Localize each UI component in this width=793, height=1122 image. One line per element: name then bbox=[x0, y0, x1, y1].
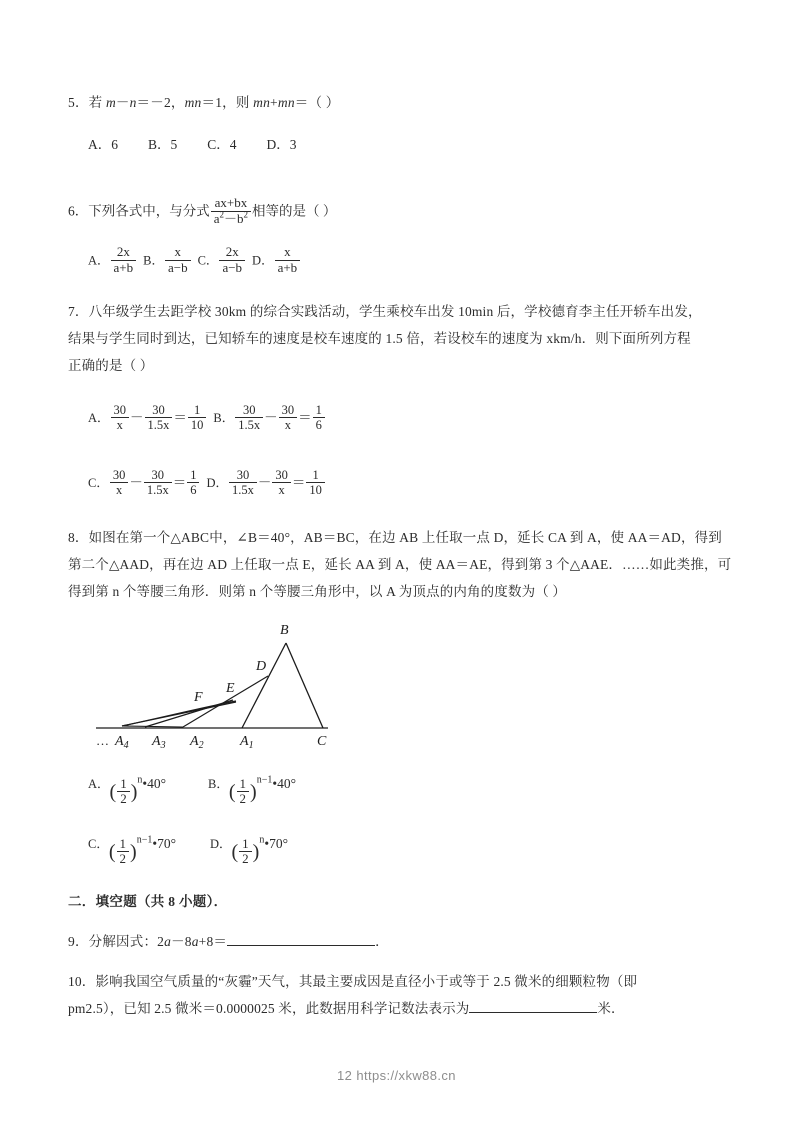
question-7-options-row-1 bbox=[88, 403, 332, 432]
q6-option-c-den: a−b bbox=[222, 259, 243, 275]
q8a-angle: 40° bbox=[147, 776, 167, 791]
q8b-angle: 40° bbox=[277, 776, 296, 791]
question-10-number: 10． bbox=[68, 974, 96, 989]
q6-option-d-den: a+b bbox=[277, 259, 298, 275]
label-f: F bbox=[194, 690, 203, 705]
label-d: D bbox=[256, 659, 267, 674]
label-a4: $A_4$ bbox=[115, 734, 129, 751]
q5-var-mn-1: mn bbox=[184, 95, 202, 110]
q8-option-b-base bbox=[229, 777, 257, 807]
q6-option-c[interactable] bbox=[198, 245, 246, 275]
question-8-figure bbox=[90, 612, 350, 760]
q7-option-b-label: B． bbox=[213, 410, 235, 425]
q5-var-m: m bbox=[105, 95, 116, 110]
segment-a4-a2 bbox=[122, 726, 183, 727]
q7b-op: － bbox=[264, 409, 278, 425]
q7b-t2-num: 30 bbox=[279, 403, 298, 418]
q7c-t1-den: x bbox=[115, 483, 123, 497]
q10-line2-part1: pm2.5），已知 2.5 微米＝0.0000025 米，此数据用科学记数法表示为 bbox=[68, 1001, 470, 1016]
q7c-t2-num: 30 bbox=[144, 468, 172, 483]
isosceles-triangle-sequence-diagram bbox=[90, 612, 350, 760]
label-a3: $A_3$ bbox=[152, 734, 166, 751]
q6-stem-numerator: ax+bx bbox=[211, 196, 251, 212]
q7d-t2-den: x bbox=[278, 483, 285, 497]
q8c-dot: • bbox=[152, 836, 158, 851]
q10-line2-part2: 米． bbox=[597, 1001, 625, 1016]
q7-option-d-term2 bbox=[272, 468, 291, 497]
q5-option-c-value: 4 bbox=[229, 137, 237, 152]
q7-option-d-term1 bbox=[229, 468, 257, 497]
q5-eq2: ＝1，则 bbox=[201, 95, 254, 110]
q7d-t1-num: 30 bbox=[229, 468, 257, 483]
q5-option-a[interactable] bbox=[88, 133, 118, 157]
q7d-t3-den: 10 bbox=[309, 483, 322, 497]
q9-var-a1: a bbox=[164, 934, 172, 949]
question-7-line-3: 正确的是（ ） bbox=[68, 358, 154, 373]
q5-option-a-value: 6 bbox=[111, 137, 118, 152]
q6-den-minus: － bbox=[224, 210, 238, 226]
question-7-number: 7． bbox=[68, 304, 89, 319]
label-a2: $A_2$ bbox=[190, 734, 204, 751]
q7b-t3-num: 1 bbox=[313, 403, 325, 418]
q9-tail: +8＝ bbox=[198, 934, 228, 949]
q8-option-d-label: D． bbox=[209, 837, 232, 851]
q7-option-d-term3 bbox=[306, 468, 325, 497]
q6-stem-before: 下列各式中，与分式 bbox=[88, 203, 210, 219]
q7c-t3-den: 6 bbox=[190, 483, 197, 497]
q8d-paren-left: ( bbox=[231, 840, 239, 863]
q5-option-b[interactable] bbox=[148, 133, 177, 157]
q5-option-c[interactable] bbox=[207, 133, 236, 157]
q7c-op: － bbox=[129, 474, 143, 490]
q8c-paren-right: ) bbox=[130, 840, 137, 863]
q6-option-a-num: 2x bbox=[111, 245, 137, 261]
q7-line1-text: 八年级学生去距学校 30km 的综合实践活动，学生乘校车出发 10min 后，学校德育李主任开轿车出发， bbox=[88, 304, 702, 319]
q7-option-d[interactable] bbox=[206, 468, 325, 497]
q7-option-a-term1 bbox=[111, 403, 130, 432]
q7d-t2-num: 30 bbox=[272, 468, 291, 483]
q8b-exponent: n−1 bbox=[256, 774, 273, 786]
q7-option-a-term2 bbox=[145, 403, 173, 432]
question-9-number: 9． bbox=[68, 934, 89, 949]
q6-option-c-label: C． bbox=[197, 253, 219, 268]
question-7-options-row-2 bbox=[88, 468, 332, 497]
q6-option-a[interactable] bbox=[88, 245, 137, 275]
q5-option-d-label: D． bbox=[266, 137, 290, 152]
q8d-paren-right: ) bbox=[252, 840, 260, 863]
q7-option-b[interactable] bbox=[213, 403, 325, 432]
q7a-t2-den: 1.5x bbox=[147, 418, 170, 432]
q8c-num: 1 bbox=[117, 837, 130, 853]
q5-option-d-value: 3 bbox=[289, 137, 297, 152]
q7b-t3-den: 6 bbox=[315, 418, 322, 432]
q6-den-a: a bbox=[213, 210, 220, 226]
question-8-line-2: 第二个△AAD，再在边 AD 上任取一点 E，延长 AA 到 A，使 AA＝AE，得到第 3 个△AAE．……如此类推，可 bbox=[68, 557, 732, 572]
q5-eq1: ＝－2， bbox=[136, 95, 185, 110]
q8d-exponent: n bbox=[259, 834, 265, 846]
q8a-dot: • bbox=[142, 776, 148, 791]
q6-option-b[interactable] bbox=[143, 245, 191, 275]
q7-option-b-term3 bbox=[313, 403, 325, 432]
q8c-den: 2 bbox=[119, 851, 127, 867]
q8c-fraction bbox=[117, 837, 130, 867]
q6-den-b-exp: 2 bbox=[243, 209, 249, 220]
q5-option-d[interactable] bbox=[267, 133, 297, 157]
q6-option-d-label: D． bbox=[252, 253, 274, 268]
q7d-t1-den: 1.5x bbox=[232, 483, 254, 497]
q8-option-a-base bbox=[110, 777, 138, 807]
question-5-options bbox=[88, 133, 327, 157]
q6-option-b-label: B． bbox=[143, 253, 164, 268]
q7-option-b-term2 bbox=[279, 403, 298, 432]
question-8-number: 8． bbox=[68, 530, 89, 545]
section-two-heading: 二．填空题（共 8 小题）． bbox=[68, 894, 228, 909]
q8-option-b-label: B． bbox=[208, 777, 229, 791]
q5-minus: － bbox=[115, 95, 130, 110]
q7-option-c-term1 bbox=[110, 468, 129, 497]
q8a-den: 2 bbox=[120, 791, 127, 807]
q7-option-c[interactable] bbox=[88, 468, 200, 497]
question-6-number: 6． bbox=[68, 203, 89, 219]
question-7-line-2: 结果与学生同时到达，已知轿车的速度是校车速度的 1.5 倍，若设校车的速度为 xkm/h．则下面所列方程 bbox=[68, 331, 691, 346]
q6-stem-fraction bbox=[211, 196, 251, 226]
q7-option-c-term3 bbox=[187, 468, 199, 497]
question-8-line-3: 得到第 n 个等腰三角形．则第 n 个等腰三角形中，以 A 为顶点的内角的度数为（ ） bbox=[68, 584, 567, 599]
segment-chain-curve bbox=[122, 701, 236, 726]
q6-option-d[interactable] bbox=[252, 245, 301, 275]
q8-option-d[interactable] bbox=[210, 834, 288, 867]
segment-a1-b bbox=[242, 643, 286, 728]
q6-option-d-fraction bbox=[275, 245, 301, 275]
q8d-num: 1 bbox=[239, 837, 252, 853]
q8b-den: 2 bbox=[239, 791, 247, 807]
q8a-paren-left: ( bbox=[109, 780, 117, 803]
q8a-exponent: n bbox=[137, 774, 143, 786]
q10-line1-text: 影响我国空气质量的“灰霾”天气，其最主要成因是直径小于或等于 2.5 微米的细颗粒物（即 bbox=[95, 974, 638, 989]
q8c-paren-left: ( bbox=[108, 840, 116, 863]
q7-option-c-term2 bbox=[144, 468, 172, 497]
question-9-stem bbox=[68, 928, 740, 955]
page-footer: 12 https://xkw88.cn bbox=[337, 1068, 456, 1083]
q8b-num: 1 bbox=[237, 777, 250, 793]
q7a-t1-den: x bbox=[116, 418, 123, 432]
question-5 bbox=[68, 89, 740, 116]
q5-var-n: n bbox=[129, 95, 137, 110]
q6-option-a-fraction bbox=[111, 245, 137, 275]
q7-option-b-term1 bbox=[235, 403, 263, 432]
q7-option-d-label: D． bbox=[206, 475, 228, 490]
q5-option-b-value: 5 bbox=[170, 137, 178, 152]
label-e: E bbox=[226, 681, 235, 696]
q8d-den: 2 bbox=[242, 851, 249, 867]
question-10-line-2 bbox=[68, 995, 740, 1022]
q8a-num: 1 bbox=[117, 777, 130, 793]
q9-period: ． bbox=[375, 934, 389, 949]
question-6 bbox=[68, 196, 336, 226]
q7a-t1-num: 30 bbox=[111, 403, 130, 418]
q8b-paren-right: ) bbox=[250, 780, 257, 803]
q8d-dot: • bbox=[264, 836, 270, 851]
q5-var-mn-2: mn bbox=[253, 95, 271, 110]
q7-option-a[interactable] bbox=[88, 403, 207, 432]
q6-den-b: b bbox=[237, 210, 244, 226]
q8-option-a-label: A． bbox=[88, 777, 110, 791]
q9-text-before: 分解因式：2 bbox=[88, 934, 165, 949]
q7b-eq: ＝ bbox=[298, 409, 312, 425]
question-5-number: 5． bbox=[68, 95, 89, 110]
question-10-line-1 bbox=[68, 968, 740, 995]
q8b-paren-left: ( bbox=[228, 780, 236, 803]
label-b: B bbox=[280, 623, 289, 638]
question-6-options bbox=[88, 245, 307, 275]
q7-option-c-label: C． bbox=[88, 475, 109, 490]
q8-line1-text: 如图在第一个△ABC中，∠B＝40°，AB＝BC，在边 AB 上任取一点 D，延长 CA 到 A，使 AA＝AD，得到 bbox=[88, 530, 722, 545]
question-8-options-row-2 bbox=[88, 834, 288, 867]
q9-answer-blank[interactable] bbox=[227, 930, 375, 946]
q7c-t3-num: 1 bbox=[187, 468, 199, 483]
q5-tail: ＝（ ） bbox=[294, 95, 340, 110]
question-7 bbox=[68, 298, 740, 379]
q6-option-b-num: x bbox=[165, 245, 191, 261]
q6-option-b-fraction bbox=[165, 245, 191, 275]
q6-stem-after: 相等的是（ ） bbox=[252, 203, 337, 219]
q7c-t1-num: 30 bbox=[110, 468, 129, 483]
q8b-fraction bbox=[237, 777, 250, 807]
q8-option-a[interactable] bbox=[88, 774, 166, 807]
q9-mid: －8 bbox=[171, 934, 192, 949]
question-8 bbox=[68, 524, 740, 605]
q8-option-c[interactable] bbox=[88, 834, 176, 867]
segment-b-c bbox=[286, 643, 323, 728]
question-10 bbox=[68, 968, 740, 1022]
q7d-op: － bbox=[257, 474, 272, 490]
q6-option-b-den: a−b bbox=[167, 259, 188, 275]
q10-answer-blank[interactable] bbox=[469, 997, 597, 1013]
q8-option-d-base bbox=[232, 837, 260, 867]
q8-option-c-base bbox=[109, 837, 137, 867]
q5-option-a-label: A． bbox=[88, 137, 112, 152]
q8-option-b[interactable] bbox=[208, 774, 296, 807]
q5-option-c-label: C． bbox=[207, 137, 230, 152]
q5-plus: + bbox=[270, 95, 278, 110]
q7-option-a-term3 bbox=[188, 403, 207, 432]
q6-option-a-den: a+b bbox=[113, 259, 134, 275]
q8b-dot: • bbox=[272, 776, 278, 791]
q7a-op: － bbox=[130, 409, 144, 425]
q8a-fraction bbox=[117, 777, 130, 807]
q8c-exponent: n−1 bbox=[136, 834, 153, 846]
q9-var-a2: a bbox=[191, 934, 199, 949]
question-8-options-row-1 bbox=[88, 774, 296, 807]
q7c-t2-den: 1.5x bbox=[146, 483, 169, 497]
q8d-angle: 70° bbox=[269, 836, 288, 851]
label-a1: $A_1$ bbox=[240, 734, 254, 751]
q8a-paren-right: ) bbox=[130, 780, 138, 803]
q8-option-c-label: C． bbox=[88, 837, 109, 851]
q6-option-c-fraction bbox=[219, 245, 245, 275]
q7a-eq: ＝ bbox=[173, 409, 187, 425]
q7b-t1-num: 30 bbox=[235, 403, 263, 418]
q5-option-b-label: B． bbox=[148, 137, 171, 152]
q6-stem-denominator bbox=[211, 209, 251, 227]
q7a-t3-num: 1 bbox=[188, 403, 207, 418]
q7a-t2-num: 30 bbox=[145, 403, 173, 418]
q7d-eq: ＝ bbox=[291, 474, 306, 490]
q7a-t3-den: 10 bbox=[190, 418, 204, 432]
q8d-fraction bbox=[239, 837, 252, 867]
q6-option-a-label: A． bbox=[88, 253, 110, 268]
q8c-angle: 70° bbox=[157, 836, 176, 851]
q5-var-mn-3: mn bbox=[277, 95, 295, 110]
label-ellipsis: … bbox=[96, 733, 109, 748]
question-8-line-1 bbox=[68, 524, 740, 551]
q6-den-a-exp: 2 bbox=[219, 209, 225, 220]
q7-option-a-label: A． bbox=[88, 410, 110, 425]
q6-option-d-num: x bbox=[275, 245, 301, 261]
q5-stem-prefix: 若 bbox=[88, 95, 106, 110]
q7c-eq: ＝ bbox=[172, 474, 187, 490]
label-c: C bbox=[317, 734, 327, 749]
question-9 bbox=[68, 928, 740, 955]
question-7-line-1 bbox=[68, 298, 740, 325]
q6-option-c-num: 2x bbox=[219, 245, 245, 261]
q7b-t1-den: 1.5x bbox=[238, 418, 261, 432]
q7b-t2-den: x bbox=[284, 418, 291, 432]
question-5-stem bbox=[68, 89, 740, 116]
q7d-t3-num: 1 bbox=[306, 468, 325, 483]
